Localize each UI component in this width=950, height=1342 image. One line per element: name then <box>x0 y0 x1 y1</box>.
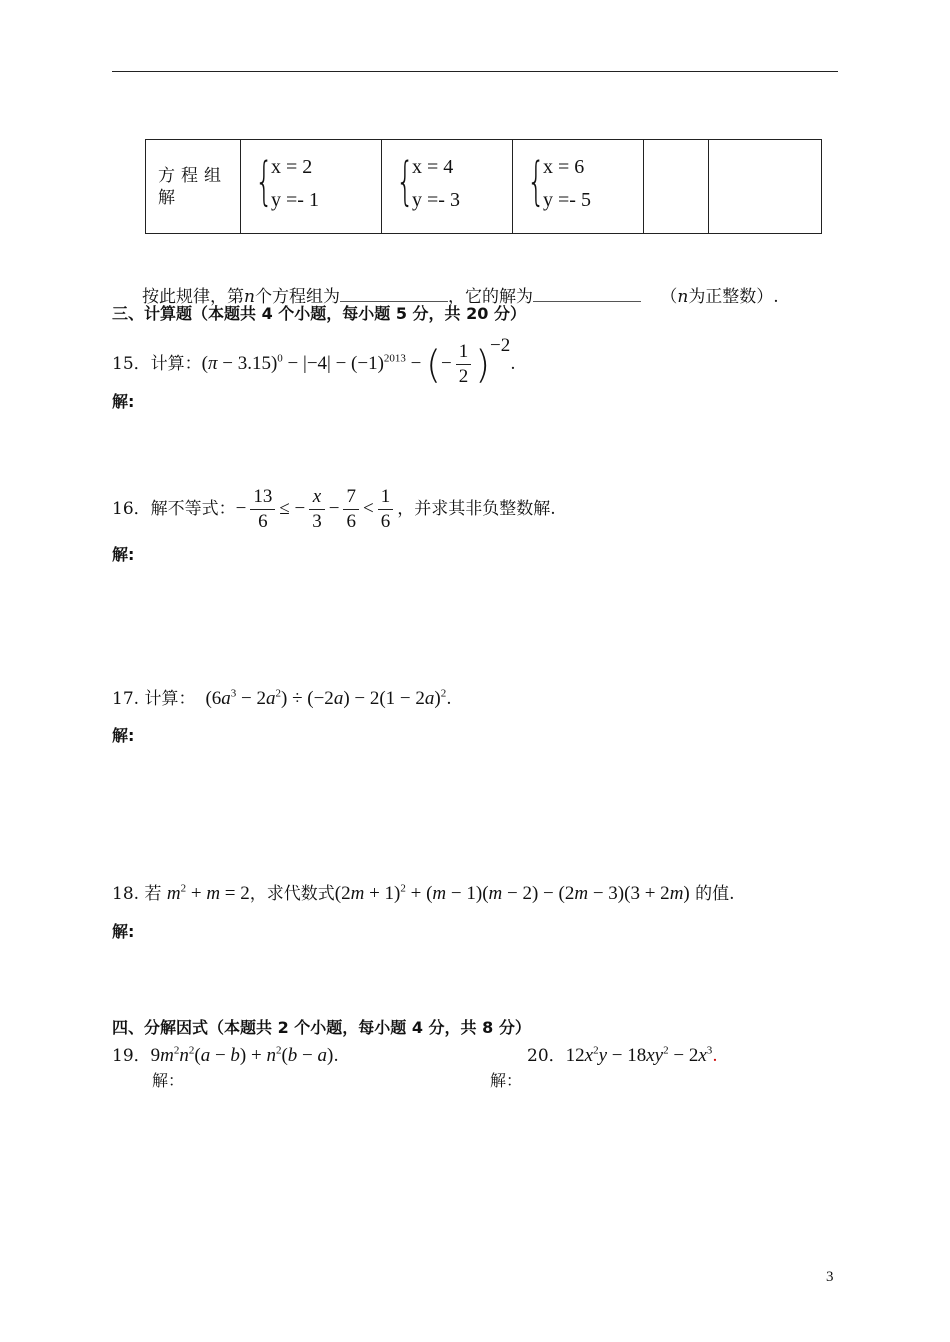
empty-cell <box>644 140 709 234</box>
solution-2-x: x = 4 <box>412 156 454 178</box>
question-18: 18. 若 $m^2 + m = 2$，求代数式$(2m + 1)^2 + (m - 1)(m - 2) - (2m - 3)(3 + 2m)$ 的值. <box>112 882 735 904</box>
solution-cell-2 <box>382 140 513 234</box>
solution-1-x: x = 2 <box>271 156 313 178</box>
answer-label-18: 解: <box>112 922 135 941</box>
answer-label-20: 解： <box>490 1071 523 1090</box>
question-17: 17. 计算： $(6a^3 - 2a^2) \div (-2a) - 2(1 - 2a)^2$. <box>112 687 452 709</box>
brace-icon: { <box>255 152 274 212</box>
question-16: 16．解不等式：− $\frac{13}{6}$ ≤ − $\frac{x}{3}$ − $\frac{7}{6}$ < $\frac{1}{6}$ ，并求其非负整数解. <box>112 486 556 532</box>
table-row-label: 方程组解 <box>146 140 241 234</box>
header-rule <box>112 71 838 72</box>
q15-expression: $(\pi - 3.15)^0 - |-4| - (-1)^{2013}$ − <box>201 352 427 374</box>
answer-blank-system[interactable] <box>340 287 448 302</box>
brace-icon: { <box>527 152 546 212</box>
pattern-question: 按此规律，第n个方程组为 ，它的解为 （n为正整数）. <box>142 287 779 307</box>
answer-blank-solution[interactable] <box>533 287 641 302</box>
page-number: 3 <box>826 1269 834 1285</box>
answer-label-15: 解: <box>112 392 135 411</box>
brace-icon: { <box>396 152 415 212</box>
solution-cell-3 <box>513 140 644 234</box>
answer-label-19: 解： <box>152 1071 185 1090</box>
question-20: 20．$12x^2y - 18xy^2 - 2x^3$. <box>527 1044 718 1066</box>
solution-3-y: y =- 5 <box>543 189 591 211</box>
solution-table <box>145 139 822 234</box>
answer-label-17: 解: <box>112 726 135 745</box>
solution-1-y: y =- 1 <box>271 189 319 211</box>
solution-3-x: x = 6 <box>543 156 585 178</box>
section-3-title: 三、计算题（本题共 4 个小题，每小题 5 分，共 20 分） <box>112 304 526 323</box>
empty-cell <box>709 140 822 234</box>
solution-2-y: y =- 3 <box>412 189 460 211</box>
section-4-title: 四、分解因式（本题共 2 个小题，每小题 4 分，共 8 分） <box>112 1018 531 1037</box>
question-15: 15．计算：$(\pi - 3.15)^0 - |-4| - (-1)^{2013}$ − (− $\frac{1}{2}$ )$^{-2}$. <box>112 335 516 387</box>
solution-cell-1 <box>241 140 382 234</box>
answer-label-16: 解: <box>112 545 135 564</box>
question-19: 19．$9m^2n^2(a - b) + n^2(b - a)$. <box>112 1044 339 1066</box>
